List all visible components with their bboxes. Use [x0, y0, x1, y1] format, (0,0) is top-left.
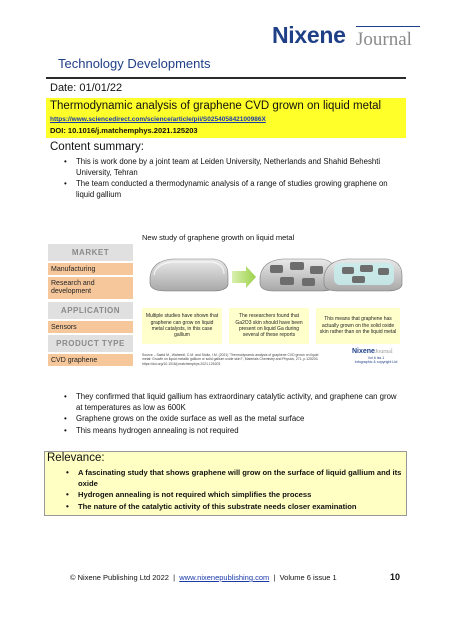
header-divider: [46, 77, 406, 79]
section-title: Technology Developments: [58, 56, 211, 71]
sidebar-product-heading: PRODUCT TYPE: [48, 335, 133, 352]
summary-list: [62, 157, 392, 201]
article-title: Thermodynamic analysis of graphene CVD grown on liquid metal: [50, 100, 382, 112]
sidebar-market-item: Manufacturing: [48, 263, 133, 275]
figure-caption-1: Multiple studies have shown that graphene can grow on liquid metal catalysts, in this case gallium: [142, 308, 222, 344]
list-item: • The nature of the catalytic activity of this substrate needs closer examination: [64, 502, 404, 513]
article-doi: DOI: 10.1016/j.matchemphys.2021.125203: [50, 126, 198, 135]
figure-logo-primary: Nixene: [352, 348, 375, 355]
list-item: • They confirmed that liquid gallium has extraordinary catalytic activity, and graphene can grow at temperatures as low as 600K: [62, 392, 398, 413]
footer-volume: Volume 6 issue 1: [279, 573, 337, 582]
page-number: 10: [390, 572, 401, 582]
footer-website-link[interactable]: www.nixenepublishing.com: [179, 573, 270, 582]
list-item: • A fascinating study that shows graphene will grow on the surface of liquid gallium and its oxide: [64, 468, 404, 489]
article-url-link[interactable]: https://www.sciencedirect.com/science/article/pii/S025405842100986X: [50, 116, 266, 123]
footer-separator: |: [173, 573, 176, 582]
logo-nixene-text: Nixene: [272, 22, 346, 48]
sidebar-product-item: CVD graphene: [48, 354, 133, 366]
liquid-metal-plate-3: [324, 259, 402, 291]
nixene-journal-logo: [272, 22, 422, 52]
figure-logo-tag1: Vol 6 Iss 1: [367, 356, 385, 360]
logo-underline: [356, 26, 420, 27]
liquid-metal-plate-1: [150, 259, 228, 291]
figure-title: New study of graphene growth on liquid metal: [142, 233, 295, 242]
findings-list: [62, 392, 398, 437]
sidebar-market-heading: MARKET: [48, 244, 133, 261]
article-date: Date: 01/01/22: [50, 82, 123, 94]
figure-logo-tag2: Infographic & copyright Ltd: [354, 360, 398, 364]
relevance-list: [64, 468, 404, 513]
figure-caption-2: The researchers found that Ga2O3 skin should have been present on liquid Ga during several of these reports: [229, 308, 309, 344]
figure-logo-secondary: Journal: [374, 349, 393, 355]
footer-separator: |: [273, 573, 276, 582]
list-item: • Graphene grows on the oxide surface as well as the metal surface: [62, 414, 398, 425]
sidebar-application-heading: APPLICATION: [48, 302, 133, 319]
logo-journal-text: Journal: [356, 29, 412, 50]
figure-source: Source – Saeid M., Waheedi, C.M. and Stoltz, I.M. (2021) 'Thermodynamic analysis of graphene CVD grown on liquid metal: Growth on liquid metallic gallium or solid gallium oxide skin?', Materials Chemistry and Physics, 271, p.125203. https://doi.org/10.1016/j.matchemphys.2021.125203: [142, 353, 319, 366]
list-item: • This is work done by a joint team at Leiden University, Netherlands and Shahid Beheshti University, Tehran: [62, 157, 392, 178]
page-footer: [70, 573, 337, 582]
arrow-icon: [232, 266, 256, 288]
sidebar-application-item: Sensors: [48, 321, 133, 333]
summary-heading: Content summary:: [50, 141, 144, 153]
figure-illustration: [142, 247, 404, 307]
list-item: • The team conducted a thermodynamic analysis of a range of studies growing graphene on liquid gallium: [62, 179, 392, 200]
figure-caption-3: This means that graphene has actually grown on the solid oxide skin rather than on the liquid metal: [316, 308, 400, 344]
list-item: • Hydrogen annealing is not required which simplifies the process: [64, 490, 404, 501]
relevance-heading: Relevance:: [47, 452, 105, 464]
sidebar-market-item: Research and development: [48, 277, 133, 299]
figure-logo: [352, 348, 400, 364]
footer-copyright: © Nixene Publishing Ltd 2022: [70, 573, 169, 582]
list-item: • This means hydrogen annealing is not required: [62, 426, 398, 437]
